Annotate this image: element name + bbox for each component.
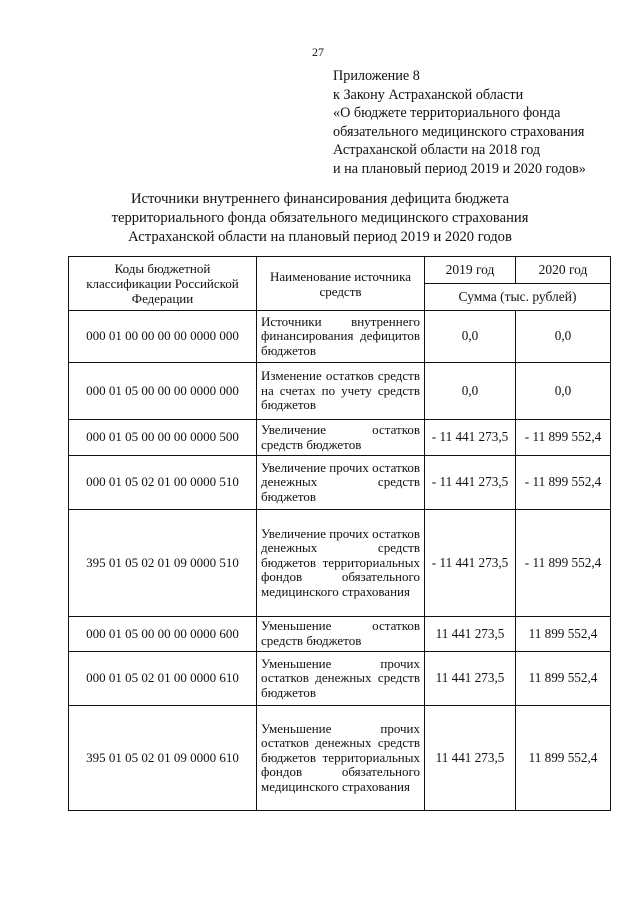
row-code: 395 01 05 02 01 09 0000 510 [69, 510, 257, 617]
row-code: 000 01 05 00 00 00 0000 500 [69, 420, 257, 456]
table-row [69, 617, 611, 652]
appendix-line: Астраханской области на 2018 год [333, 142, 541, 159]
row-value-2019: 11 441 273,5 [425, 617, 516, 652]
title-line: территориального фонда обязательного медицинского страхования [111, 210, 529, 226]
row-name: Уменьшение прочих остатков денежных средств бюджетов территориальных фондов обязательного медицинского страхования [257, 706, 425, 811]
row-value-2020: 11 899 552,4 [516, 652, 611, 706]
row-code: 000 01 05 00 00 00 0000 600 [69, 617, 257, 652]
row-value-2019: - 11 441 273,5 [425, 420, 516, 456]
header-name: Наименование источника средств [257, 257, 425, 311]
row-value-2020: 11 899 552,4 [516, 706, 611, 811]
row-name: Источники внутреннего финансирования дефицитов бюджетов [257, 311, 425, 363]
table-row [69, 311, 611, 363]
funding-sources-table [68, 256, 611, 811]
row-name: Увеличение прочих остатков денежных средств бюджетов [257, 456, 425, 510]
header-code: Коды бюджетной классификации Российской Федерации [69, 257, 257, 311]
appendix-line: Приложение 8 [333, 68, 420, 84]
document-title [100, 190, 540, 247]
table-row [69, 456, 611, 510]
row-value-2019: - 11 441 273,5 [425, 456, 516, 510]
appendix-line: и на плановый период 2019 и 2020 годов» [333, 160, 586, 177]
row-code: 000 01 05 00 00 00 0000 000 [69, 363, 257, 420]
row-name: Изменение остатков средств на счетах по учету средств бюджетов [257, 363, 425, 420]
table-row [69, 420, 611, 456]
table-header-row [69, 257, 611, 284]
row-code: 000 01 05 02 01 00 0000 610 [69, 652, 257, 706]
table-row [69, 363, 611, 420]
row-code: 395 01 05 02 01 09 0000 610 [69, 706, 257, 811]
row-value-2020: 11 899 552,4 [516, 617, 611, 652]
title-line: Астраханской области на плановый период 2019 и 2020 годов [128, 229, 512, 245]
row-name: Увеличение остатков средств бюджетов [257, 420, 425, 456]
header-year-2019: 2019 год [425, 257, 516, 284]
row-value-2020: 0,0 [516, 363, 611, 420]
row-name: Уменьшение прочих остатков денежных средств бюджетов [257, 652, 425, 706]
row-value-2019: 0,0 [425, 311, 516, 363]
table-row [69, 510, 611, 617]
table-row [69, 706, 611, 811]
row-value-2019: 11 441 273,5 [425, 652, 516, 706]
header-unit: Сумма (тыс. рублей) [425, 284, 611, 311]
table-row [69, 652, 611, 706]
appendix-line: «О бюджете территориального фонда [333, 105, 561, 122]
row-value-2019: 0,0 [425, 363, 516, 420]
page-number: 27 [312, 45, 324, 59]
row-value-2020: 0,0 [516, 311, 611, 363]
row-value-2019: - 11 441 273,5 [425, 510, 516, 617]
row-value-2020: - 11 899 552,4 [516, 456, 611, 510]
row-name: Уменьшение остатков средств бюджетов [257, 617, 425, 652]
header-year-2020: 2020 год [516, 257, 611, 284]
row-value-2020: - 11 899 552,4 [516, 510, 611, 617]
row-name: Увеличение прочих остатков денежных средств бюджетов территориальных фондов обязательного медицинского страхования [257, 510, 425, 617]
appendix-line: к Закону Астраханской области [333, 86, 524, 103]
appendix-line: обязательного медицинского страхования [333, 123, 585, 140]
title-line: Источники внутреннего финансирования дефицита бюджета [130, 191, 510, 207]
row-code: 000 01 05 02 01 00 0000 510 [69, 456, 257, 510]
appendix-header [333, 67, 633, 179]
row-value-2019: 11 441 273,5 [425, 706, 516, 811]
row-code: 000 01 00 00 00 00 0000 000 [69, 311, 257, 363]
row-value-2020: - 11 899 552,4 [516, 420, 611, 456]
